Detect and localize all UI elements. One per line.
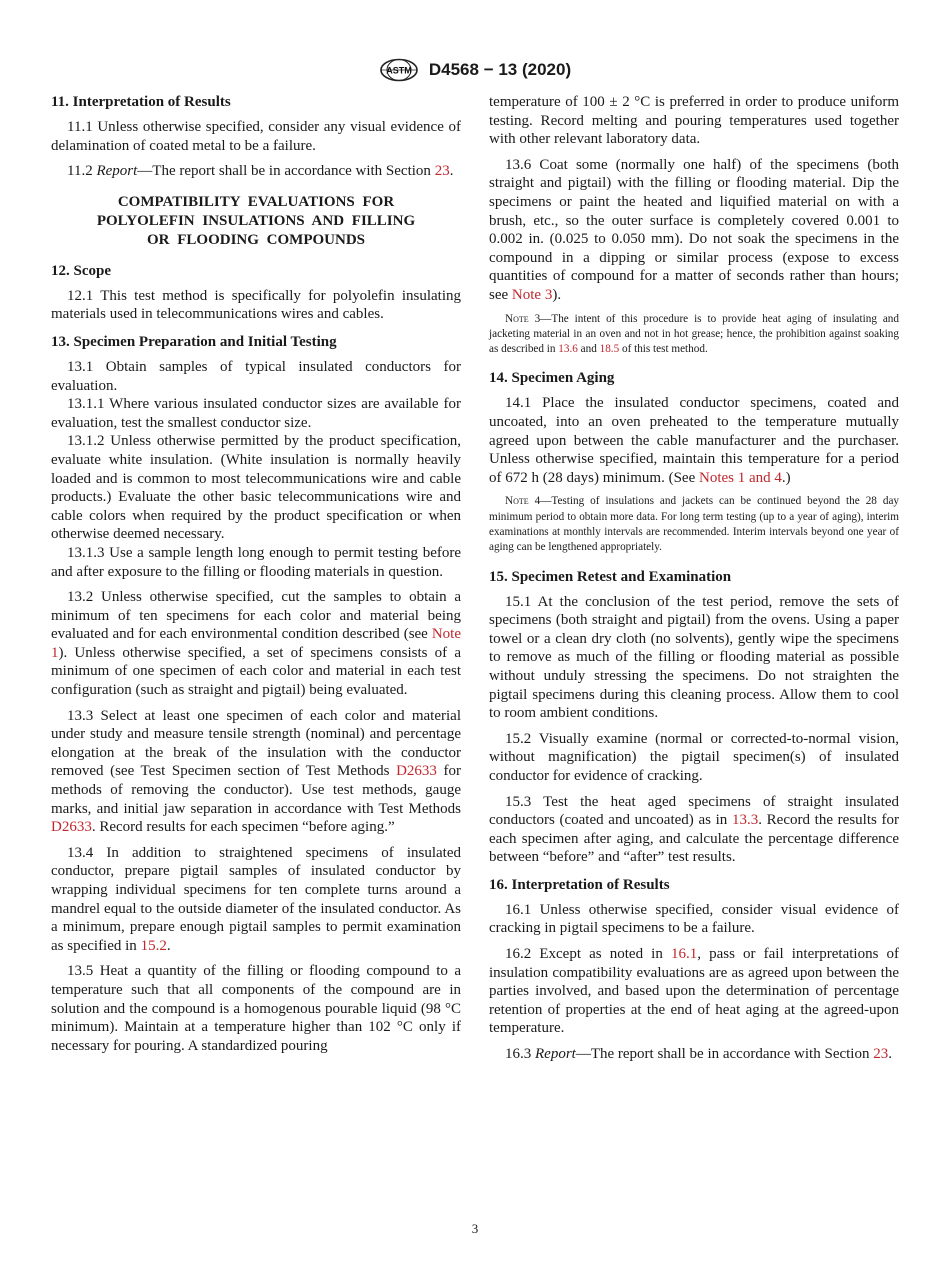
section-14-title: 14. Specimen Aging (489, 370, 615, 387)
section-18-5-link[interactable]: 18.5 (599, 343, 620, 356)
paragraph-13-1-3: 13.1.3 Use a sample length long enough to permit testing before and after exposure to the filling or flooding materials in question. (51, 544, 461, 580)
d2633-link[interactable]: D2633 (51, 819, 92, 836)
paragraph-13-5: 13.5 Heat a quantity of the filling or flooding compound to a temperature such that all components of the compound are in solution and the compound is a homogenous pourable liquid (98 °C minimum). Maintain at a temperature higher than 102 °C only if necessary for pouring. A standardized pouring (51, 963, 461, 1054)
paragraph-11-1: 11.1 Unless otherwise specified, consider any visual evidence of delamination of coated metal to be a failure. (51, 119, 461, 154)
section-13-title: 13. Specimen Preparation and Initial Testing (51, 333, 337, 350)
paragraph-13-1-1: 13.1.1 Where various insulated conductor sizes are available for evaluation, test the smallest conductor size. (51, 396, 461, 431)
section-11-title: 11. Interpretation of Results (51, 94, 231, 110)
d2633-link[interactable]: D2633 (396, 763, 437, 780)
paragraph-13-3: 13.3 Select at least one specimen of each color and material under study and measure tensile strength (nominal) and percentage elongation at the break of the insulation with the conductor removed (see Test Specimen section of Test Methods D2633 for methods of removing the conductor). Use test methods, gauge marks, and initial jaw separation in accordance with Test Methods D2633. Record results for each specimen “before aging.” (51, 707, 462, 836)
note-3: Note 3—The intent of this procedure is to provide heat aging of insulating and jacketing material in an oven and not in hot grease; hence, the prohibition against soaking as described in 13.6 and 18.5 of this test method. (489, 312, 899, 356)
right-column (489, 93, 899, 1071)
section-15-title: 15. Specimen Retest and Examination (489, 568, 732, 585)
paragraph-13-6: 13.6 Coat some (normally one half) of the specimens (both straight and pigtail) with the filling or flooding material. Dip the specimens or paint the heated and liquified material on with a brush, etc., so the outer surface is completely covered 0.001 to 0.002 in. (0.025 to 0.050 mm). Do not soak the specimens in the compound in a dipping or similar process (expose to excess quantities of compound for a matter of seconds rather than hours; see Note 3). (489, 156, 899, 303)
paragraph-15-2: 15.2 Visually examine (normal or corrected-to-normal vision, without magnification) the pigtail specimen(s) of insulated conductor for evidence of cracking. (489, 730, 899, 784)
note-4: Note 4—Testing of insulations and jackets can be continued beyond the 28 day minimum period to obtain more data. For long term testing (up to a year of aging), interim examinations at monthly intervals are recommended. Interim intervals beyond one year of aging can be lengthened appropriately. (489, 495, 900, 554)
paragraph-13-5-continued: temperature of 100 ± 2 °C is preferred in order to produce uniform testing. Record melting and pouring temperatures used together with other relevant laboratory data. (489, 94, 899, 148)
paragraph-16-1: 16.1 Unless otherwise specified, consider visual evidence of cracking in pigtail specimens to be a failure. (489, 901, 899, 937)
note-1-link[interactable]: Note 1 (51, 626, 461, 661)
paragraph-13-1: 13.1 Obtain samples of typical insulated conductors for evaluation. (51, 358, 461, 394)
document-designation: D4568 − 13 (2020) (428, 60, 572, 79)
paragraph-15-1: 15.1 At the conclusion of the test period, remove the sets of specimens (both straight and pigtail) from the ovens. Using a paper towel or a clean dry cloth (no solvents), gently wipe the specimens to remove as much of the filling or flooding material as possible without unduly stressing the specimens. Do not straighten the pigtail specimens during this cleaning process. Allow them to cool to room ambient conditions. (489, 593, 899, 722)
page-number: 3 (471, 1221, 479, 1236)
paragraph-16-2: 16.2 Except as noted in 16.1, pass or fail interpretations of insulation compatibility evaluations are as agreed upon between the parties involved, and based upon the determination of percentage retention of properties at the end of heat aging at the agreed-upon temperature. (489, 946, 900, 1037)
paragraph-15-3: 15.3 Test the heat aged specimens of straight insulated conductors (coated and uncoated) as in 13.3. Record the results for each specimen after aging, and calculate the percentage difference between “before” and “after” test results. (489, 793, 900, 866)
section-15-2-link[interactable]: 15.2 (140, 937, 167, 954)
notes-1-and-4-link[interactable]: Notes 1 and 4 (698, 469, 782, 486)
paragraph-13-1-2: 13.1.2 Unless otherwise permitted by the product specification, evaluate white insulation. (White insulation is normally heavily loaded and is common to most telecommunications wire and cable products.) Evaluate the other basic telecommunications wire and cable colors when required by the product specification or when otherwise deemed necessary. (51, 433, 461, 543)
section-13-3-link[interactable]: 13.3 (732, 812, 759, 829)
paragraph-12-1: 12.1 This test method is specifically for polyolefin insulating materials used in telecommunications wires and cables. (51, 287, 461, 323)
section-23-link[interactable]: 23 (434, 163, 450, 180)
major-heading: COMPATIBILITY EVALUATIONS FOR POLYOLEFIN INSULATIONS AND FILLING OR FLOODING COMPOUNDS (96, 193, 416, 248)
page-header (0, 58, 950, 82)
left-column (51, 93, 461, 1062)
note-3-link[interactable]: Note 3 (511, 286, 553, 303)
paragraph-13-4: 13.4 In addition to straightened specimens of insulated conductor, prepare pigtail samples of insulated conductor by wrapping individual specimens for ten complete turns around a mandrel equal to the outside diameter of the insulated conductor. As a minimum, prepare enough pigtail samples to permit examination as specified in 15.2. (51, 844, 461, 954)
section-12-title: 12. Scope (51, 262, 111, 279)
paragraph-11-2: 11.2 Report—The report shall be in accordance with Section 23. (67, 163, 454, 180)
section-16-1-link[interactable]: 16.1 (670, 946, 698, 963)
paragraph-14-1: 14.1 Place the insulated conductor specimens, coated and uncoated, into an oven preheated to the temperature mutually agreed upon between the cable manufacturer and the purchaser. Unless otherwise specified, maintain this temperature for a period of 672 h (28 days) minimum. (See Notes 1 and 4.) (489, 395, 899, 486)
section-16-title: 16. Interpretation of Results (489, 876, 670, 893)
paragraph-13-2: 13.2 Unless otherwise specified, cut the samples to obtain a minimum of ten specimens for each color and material being evaluated and for each environmental condition described (see Note 1). Unless otherwise specified, a set of specimens consists of a minimum of one specimen of each color and material in each test configuration (such as straight and pigtail) being evaluated. (51, 589, 461, 699)
section-23-link[interactable]: 23 (873, 1046, 889, 1063)
section-13-6-link[interactable]: 13.6 (558, 343, 578, 356)
paragraph-16-3: 16.3 Report—The report shall be in accordance with Section 23. (505, 1046, 892, 1063)
astm-logo-icon (379, 58, 419, 82)
svg-text:ASTM: ASTM (386, 65, 412, 76)
